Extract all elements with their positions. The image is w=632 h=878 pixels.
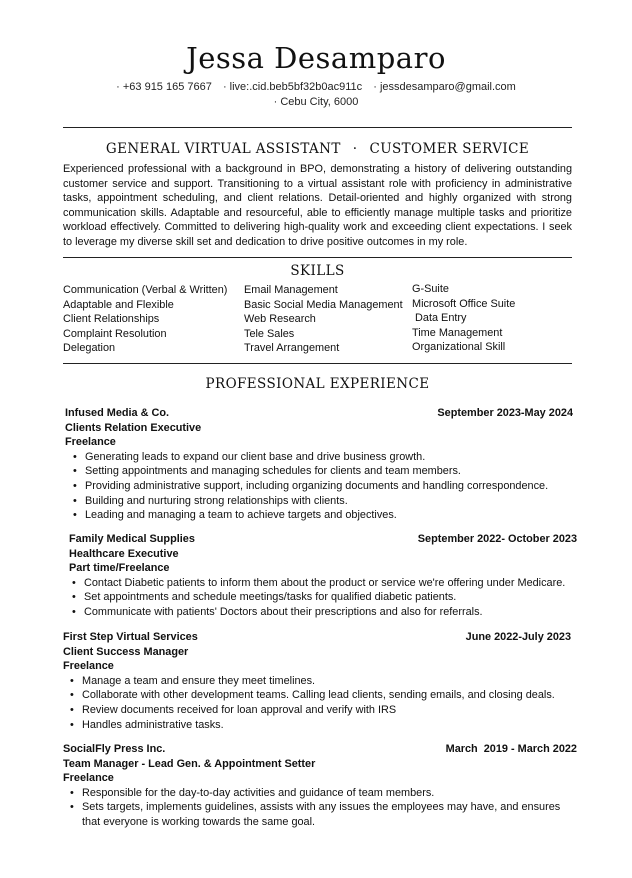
job-title: Healthcare Executive: [69, 547, 179, 560]
list-item: • Sets targets, implements guidelines, assists with any issues the employees may have, and ensures that everyone is working towards the same goal.: [82, 800, 572, 829]
skill-item: Email Management: [244, 284, 338, 296]
skill-item: Microsoft Office Suite: [412, 297, 516, 310]
job-dates: March 2019 - March 2022: [445, 743, 577, 755]
skill-item: Adaptable and Flexible: [63, 298, 174, 311]
job-company: First Step Virtual Services: [63, 631, 198, 643]
list-item: • Generating leads to expand our client base and drive business growth.: [85, 450, 573, 465]
list-item: • Responsible for the day-to-day activities and guidance of team members.: [82, 786, 572, 801]
title-separator: ·: [352, 141, 358, 157]
skill-item: Basic Social Media Management: [244, 298, 403, 311]
skill-item: Web Research: [244, 313, 316, 326]
job-type: Part time/Freelance: [69, 562, 170, 575]
experience-heading: PROFESSIONAL EXPERIENCE: [205, 376, 430, 392]
job-dates: June 2022-July 2023: [465, 631, 571, 643]
job-responsibilities: [63, 786, 572, 830]
job-company: Infused Media & Co.: [65, 407, 170, 419]
candidate-name: Jessa Desamparo: [186, 41, 446, 75]
list-item: • Set appointments and schedule meetings/tasks for qualified diabetic patients.: [84, 590, 577, 605]
job-type: Freelance: [63, 772, 114, 785]
list-item: • Handles administrative tasks.: [82, 718, 571, 733]
job-entry: [63, 630, 571, 732]
skill-item: Time Management: [412, 326, 503, 339]
skill-item: Data Entry: [412, 312, 467, 325]
list-item: • Providing administrative support, including organizing documents and handling correspondence.: [85, 479, 573, 494]
job-responsibilities: [69, 576, 577, 620]
job-type: Freelance: [63, 660, 114, 673]
job-responsibilities: [63, 674, 571, 732]
phone-number: · +63 915 165 7667: [116, 81, 212, 93]
skill-item: Tele Sales: [244, 327, 295, 340]
live-id: · live:.cid.beb5bf32b0ac911c: [222, 81, 363, 93]
job-entry: [69, 532, 577, 620]
skill-item: Delegation: [63, 342, 116, 355]
divider: [63, 257, 572, 258]
contact-info: [0, 80, 632, 110]
skill-item: G-Suite: [412, 283, 449, 295]
list-item: • Leading and managing a team to achieve targets and objectives.: [85, 508, 573, 523]
list-item: • Communicate with patients' Doctors about their prescriptions and also for referrals.: [84, 605, 577, 620]
skills-column-2: [244, 283, 403, 356]
job-company: SocialFly Press Inc.: [63, 743, 166, 755]
skills-column-3: [412, 282, 515, 355]
job-entry: [63, 742, 577, 830]
skill-item: Travel Arrangement: [244, 342, 340, 355]
job-dates: September 2023-May 2024: [437, 407, 573, 419]
title-role-1: GENERAL VIRTUAL ASSISTANT: [105, 141, 341, 157]
list-item: • Setting appointments and managing schedules for clients and team members.: [85, 464, 573, 479]
title-role-2: CUSTOMER SERVICE: [369, 141, 530, 157]
skills-heading: SKILLS: [290, 263, 345, 279]
job-title: Client Success Manager: [63, 645, 189, 658]
list-item: • Collaborate with other development teams. Calling lead clients, sending emails, and closing deals.: [82, 688, 571, 703]
professional-summary: Experienced professional with a background in BPO, demonstrating a history of delivering outstanding customer service and support. Transitioning to a virtual assistant role with proficiency in administrative tasks, appointment scheduling, and client relations. Detail-oriented and highly organized with strong communication skills. Adaptable and resourceful, able to efficiently manage multiple tasks and prioritize workload effectively. Committed to delivering high-quality work and exceeding client expectations. I seek to leverage my diverse skill set and dedication to drive positive outcomes in my role.: [63, 163, 572, 248]
skill-item: Complaint Resolution: [63, 327, 167, 340]
job-type: Freelance: [65, 436, 116, 449]
list-item: • Manage a team and ensure they meet timelines.: [82, 674, 571, 689]
job-titles: [63, 140, 572, 158]
list-item: • Building and nurturing strong relationships with clients.: [85, 494, 573, 509]
skills-column-1: [63, 283, 227, 356]
skill-item: Communication (Verbal & Written): [63, 284, 228, 296]
job-entry: [65, 406, 573, 523]
job-dates: September 2022- October 2023: [417, 533, 577, 545]
location: · Cebu City, 6000: [273, 96, 359, 108]
job-title: Clients Relation Executive: [65, 421, 202, 434]
job-responsibilities: [65, 450, 573, 523]
divider: [63, 127, 572, 128]
skill-item: Organizational Skill: [412, 341, 506, 354]
job-company: Family Medical Supplies: [69, 533, 195, 545]
list-item: • Review documents received for loan approval and verify with IRS: [82, 703, 571, 718]
email-address: · jessdesamparo@gmail.com: [373, 81, 516, 93]
list-item: • Contact Diabetic patients to inform them about the product or service we're offering under Medicare.: [84, 576, 577, 591]
divider: [63, 363, 572, 364]
skill-item: Client Relationships: [63, 313, 160, 326]
job-title: Team Manager - Lead Gen. & Appointment Setter: [63, 757, 316, 770]
